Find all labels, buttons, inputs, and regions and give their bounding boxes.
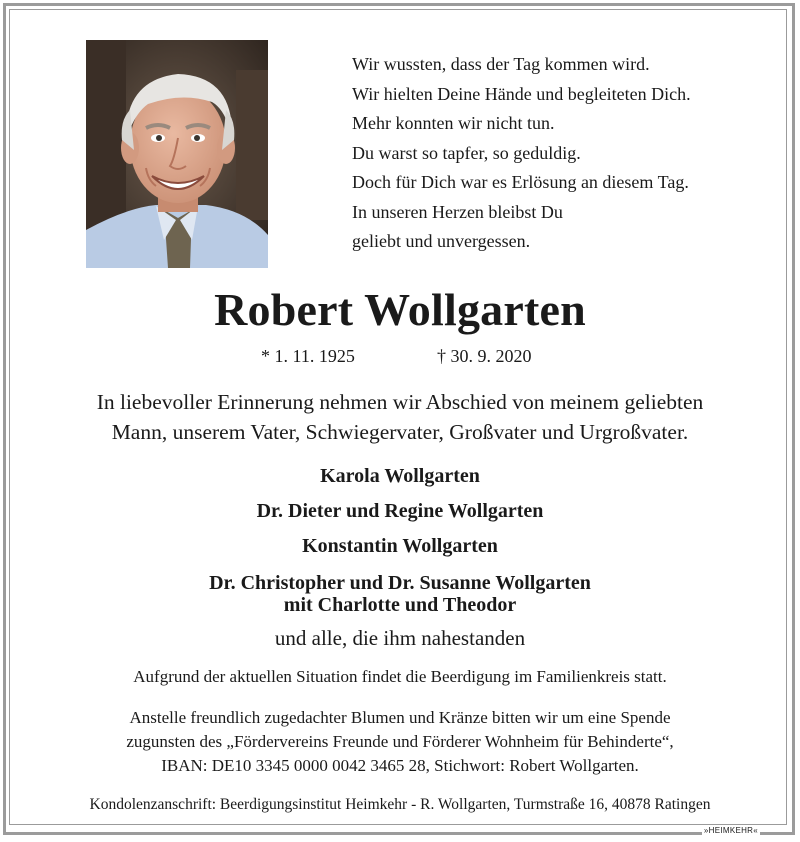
poem-line: Wir hielten Deine Hände und begleiteten Dich.	[352, 83, 691, 104]
donation-line: Anstelle freundlich zugedachter Blumen und Kränze bitten wir um eine Spende	[129, 708, 671, 727]
farewell-text	[0, 387, 800, 447]
poem-line: Mehr konnten wir nicht tun.	[352, 113, 555, 133]
birth-date: * 1. 11. 1925	[261, 346, 355, 366]
mourner-name: Karola Wollgarten	[320, 465, 480, 487]
donation-request	[0, 706, 800, 778]
poem-line: In unseren Herzen bleibst Du	[352, 201, 563, 222]
donation-line: IBAN: DE10 3345 0000 0042 3465 28, Stichwort: Robert Wollgarten.	[161, 756, 639, 775]
funeral-home-brand: »HEIMKEHR«	[703, 826, 758, 835]
poem-line: geliebt und unvergessen.	[352, 231, 531, 251]
death-date: † 30. 9. 2020	[437, 346, 532, 366]
mourners-list	[0, 459, 800, 616]
mourner-name: Dr. Christopher und Dr. Susanne Wollgarten	[209, 572, 591, 594]
mourner-name: Konstantin Wollgarten	[302, 535, 498, 557]
poem-line: Wir wussten, dass der Tag kommen wird.	[352, 54, 650, 74]
condolence-address: Kondolenzanschrift: Beerdigungsinstitut Heimkehr - R. Wollgarten, Turmstraße 16, 40878 Ratingen	[89, 796, 711, 813]
mourner-name: mit Charlotte und Theodor	[283, 594, 517, 616]
funeral-notice: Aufgrund der aktuellen Situation findet die Beerdigung im Familienkreis statt.	[133, 667, 667, 686]
donation-line: zugunsten des „Fördervereins Freunde und Förderer Wohnheim für Behinderte“,	[126, 732, 674, 751]
poem-line: Du warst so tapfer, so geduldig.	[352, 142, 581, 163]
farewell-line: Mann, unserem Vater, Schwiegervater, Großvater und Urgroßvater.	[111, 420, 689, 444]
others-line: und alle, die ihm nahestanden	[274, 626, 526, 650]
deceased-name: Robert Wollgarten	[214, 284, 586, 335]
mourner-name: Dr. Dieter und Regine Wollgarten	[256, 500, 544, 522]
farewell-line: In liebevoller Erinnerung nehmen wir Abschied von meinem geliebten	[96, 390, 704, 414]
memorial-poem	[352, 50, 691, 257]
poem-line: Doch für Dich war es Erlösung an diesem Tag.	[352, 172, 689, 192]
portrait-photo	[86, 40, 268, 268]
